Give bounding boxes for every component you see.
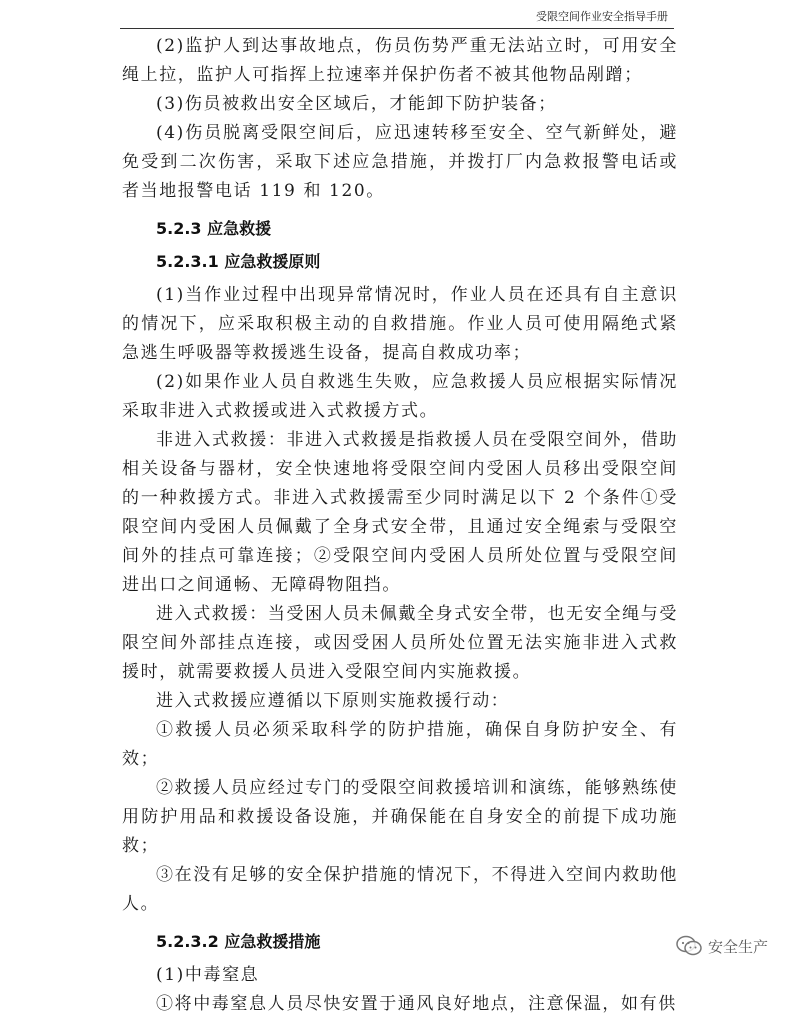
header-title: 受限空间作业安全指导手册 [536, 10, 668, 23]
watermark-text: 安全生产 [707, 937, 768, 956]
paragraph: 非进入式救援：非进入式救援是指救援人员在受限空间外，借助相关设备与器材，安全快速地将受限空间内受困人员移出受限空间的一种救援方式。非进入式救援需至少同时满足以下 2 个条件①受限空间内受困人员佩戴了全身式安全带，且通过安全绳索与受限空间外的挂点可靠连接；②受限空间内受困人员所处位置与受限空间进出口之间通畅、无障碍物阻挡。 [122, 430, 678, 595]
paragraph: (2)监护人到达事故地点，伤员伤势严重无法站立时，可用安全绳上拉，监护人可指挥上拉速率并保护伤者不被其他物品剐蹭； [122, 36, 678, 85]
watermark [672, 933, 772, 959]
document-body [122, 32, 678, 1019]
wechat-icon [676, 935, 702, 957]
paragraph: ②救援人员应经过专门的受限空间救援培训和演练，能够熟练使用防护用品和救援设备设施，并确保能在自身安全的前提下成功施救； [122, 778, 678, 856]
paragraph: ③在没有足够的安全保护措施的情况下，不得进入空间内救助他人。 [122, 865, 678, 914]
subsection-heading: 5.2.3.2 应急救援措施 [156, 932, 321, 951]
paragraph: (1)中毒窒息 [156, 965, 260, 985]
subsection-heading: 5.2.3.1 应急救援原则 [156, 252, 321, 271]
paragraph: (1)当作业过程中出现异常情况时，作业人员在还具有自主意识的情况下，应采取积极主动的自救措施。作业人员可使用隔绝式紧急逃生呼吸器等救援逃生设备，提高自救成功率； [122, 285, 678, 363]
paragraph: 进入式救援：当受困人员未佩戴全身式安全带，也无安全绳与受限空间外部挂点连接，或因受困人员所处位置无法实施非进入式救援时，就需要救援人员进入受限空间内实施救援。 [122, 604, 678, 682]
page-header [120, 6, 674, 29]
paragraph: (4)伤员脱离受限空间后，应迅速转移至安全、空气新鲜处，避免受到二次伤害，采取下述应急措施，并拨打厂内急救报警电话或者当地报警电话 119 和 120。 [122, 123, 678, 201]
section-heading: 5.2.3 应急救援 [156, 219, 272, 238]
paragraph: (3)伤员被救出安全区域后，才能卸下防护装备； [156, 94, 557, 114]
paragraph: ①救援人员必须采取科学的防护措施，确保自身防护安全、有效； [122, 720, 678, 769]
paragraph: 进入式救援应遵循以下原则实施救援行动： [156, 691, 510, 711]
paragraph: ①将中毒窒息人员尽快安置于通风良好地点，注意保温，如有供 [156, 994, 677, 1014]
paragraph: (2)如果作业人员自救逃生失败，应急救援人员应根据实际情况采取非进入式救援或进入式救援方式。 [122, 372, 678, 421]
